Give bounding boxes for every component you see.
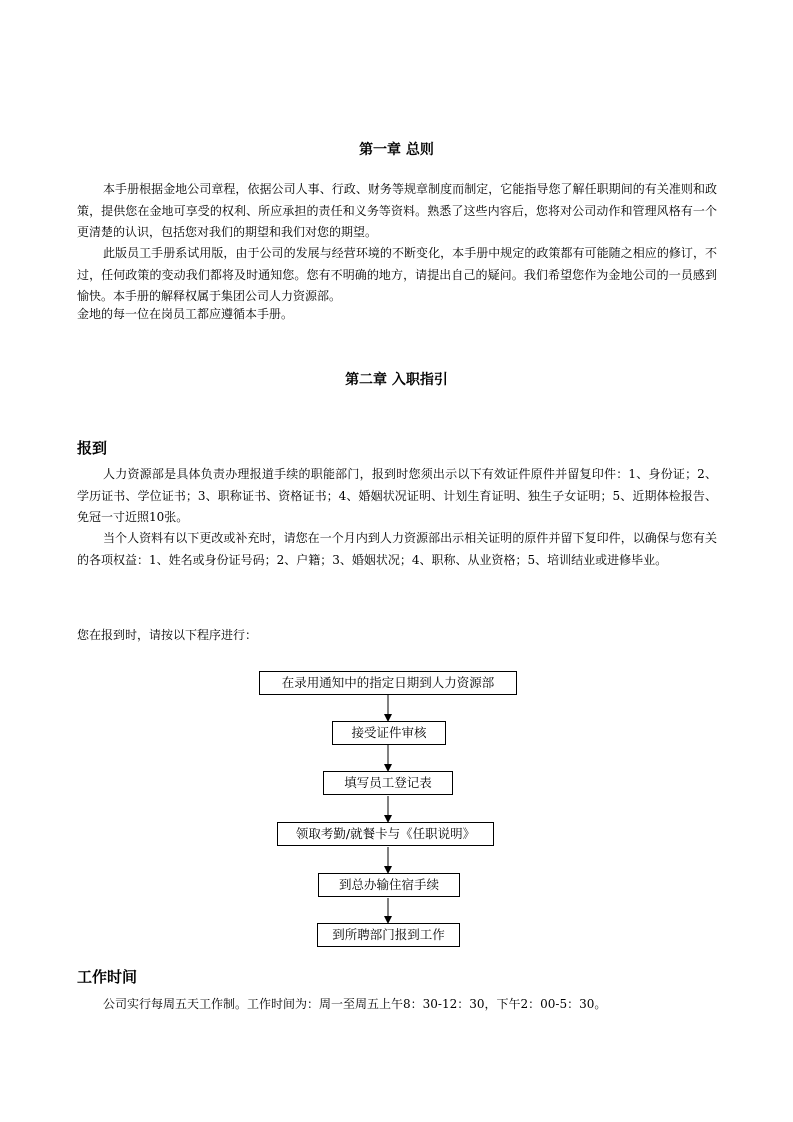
chapter-1-paragraph-2: 此版员工手册系试用版，由于公司的发展与经营环境的不断变化，本手册中规定的政策都有可能随之相应的修订，不过，任何政策的变动我们都将及时通知您。您有不明确的地方，请提出自己的疑问。我们希望您作为金地公司的一员感到愉快。本手册的解释权属于集团公司人力资源部。 <box>77 246 717 303</box>
procedure-intro: 您在报到时，请按以下程序进行： <box>77 628 258 642</box>
flow-step-5: 到总办输住宿手续 <box>318 873 460 897</box>
report-heading: 报到 <box>77 439 108 457</box>
flow-step-2: 接受证件审核 <box>332 721 446 745</box>
chapter-2-title: 第二章 入职指引 <box>345 372 448 388</box>
chapter-1-paragraph-3: 金地的每一位在岗员工都应遵循本手册。 <box>77 307 294 321</box>
flow-step-4: 领取考勤/就餐卡与《任职说明》 <box>277 822 494 846</box>
flow-step-3: 填写员工登记表 <box>323 771 453 795</box>
worktime-heading: 工作时间 <box>77 968 138 986</box>
chapter-1-title: 第一章 总则 <box>359 142 434 158</box>
report-paragraph-1: 人力资源部是具体负责办理报道手续的职能部门，报到时您须出示以下有效证件原件并留复印件：1、身份证；2、学历证书、学位证书；3、职称证书、资格证书；4、婚姻状况证明、计划生育证明、独生子女证明；5、近期体检报告、免冠一寸近照10张。 <box>77 467 717 524</box>
flow-step-1: 在录用通知中的指定日期到人力资源部 <box>259 671 517 695</box>
report-paragraph-2: 当个人资料有以下更改或补充时，请您在一个月内到人力资源部出示相关证明的原件并留下复印件，以确保与您有关的各项权益：1、姓名或身份证号码；2、户籍；3、婚姻状况；4、职称、从业资格；5、培训结业或进修毕业。 <box>77 531 717 567</box>
chapter-1-paragraph-1: 本手册根据金地公司章程，依据公司人事、行政、财务等规章制度而制定，它能指导您了解任职期间的有关准则和政策，提供您在金地可享受的权利、所应承担的责任和义务等资料。熟悉了这些内容后，您将对公司动作和管理风格有一个更清楚的认识，包括您对我们的期望和我们对您的期望。 <box>77 182 717 239</box>
worktime-paragraph: 公司实行每周五天工作制。工作时间为：周一至周五上午8：30-12：30，下午2：00-5：30。 <box>103 997 607 1011</box>
flow-step-6: 到所聘部门报到工作 <box>317 923 460 947</box>
